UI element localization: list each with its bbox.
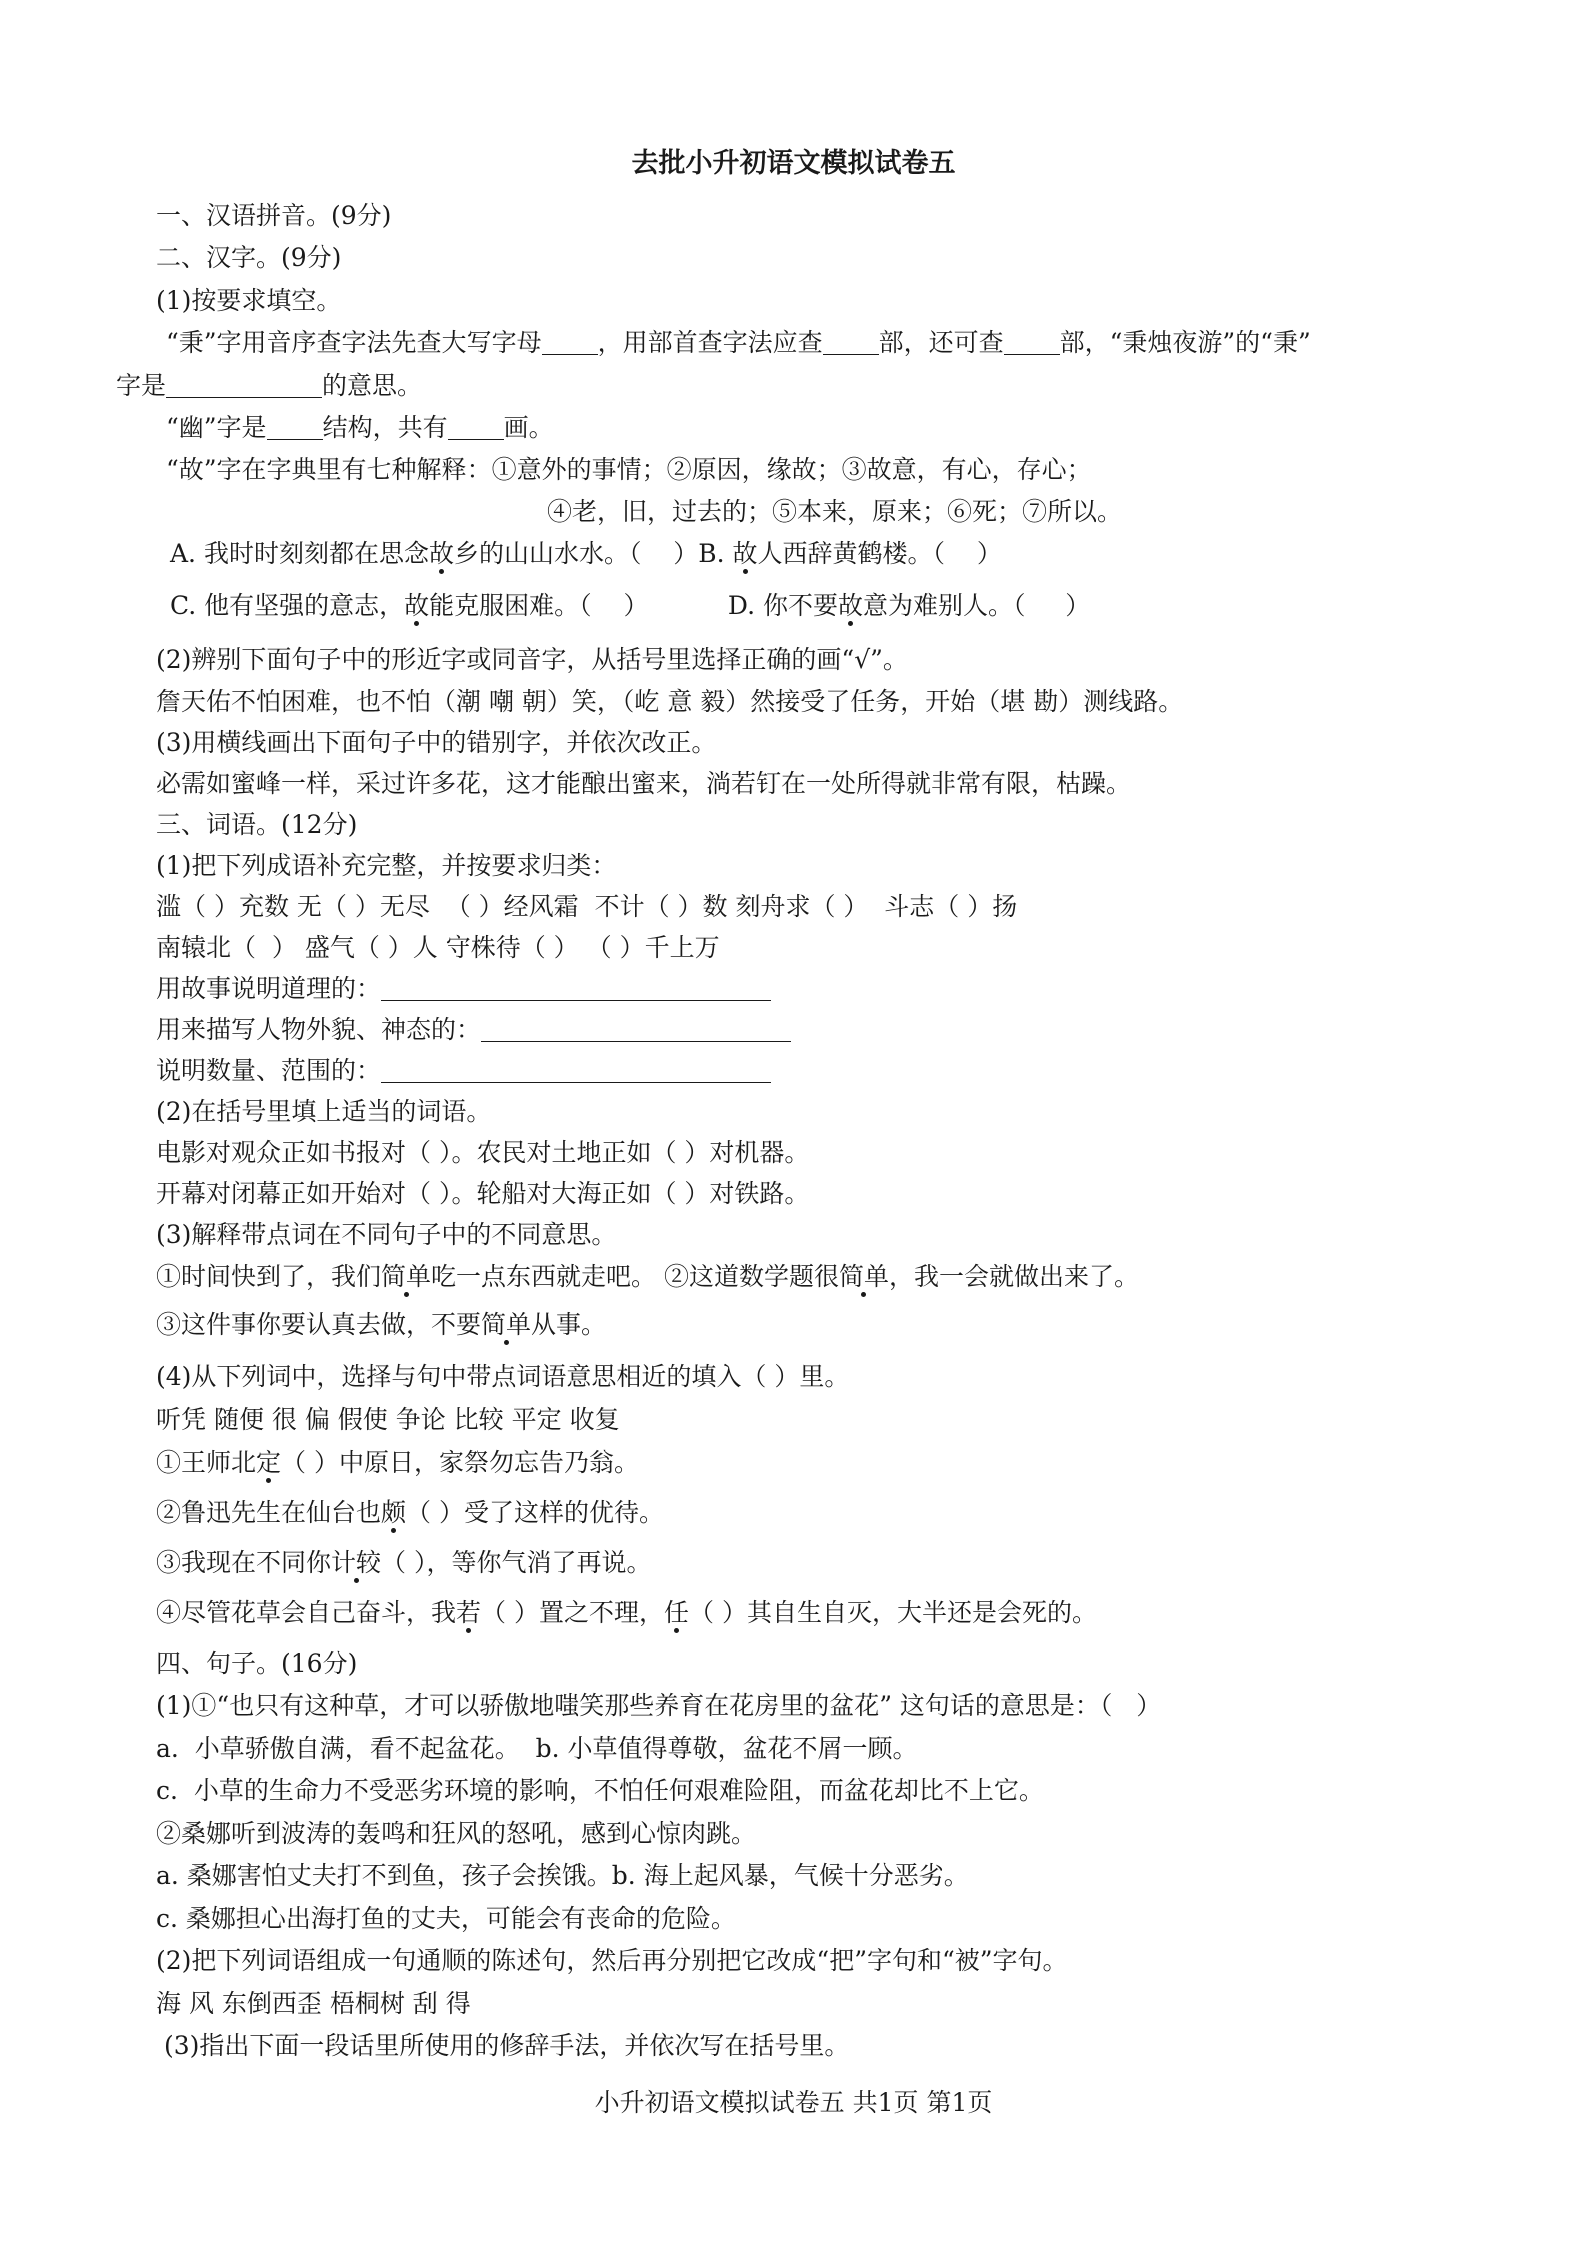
question-2-1-line-3: “幽”字是 结构，共有 画。 xyxy=(166,413,554,442)
question-4-1-2: ②桑娜听到波涛的轰鸣和狂风的怒吼，感到心惊肉跳。 xyxy=(156,1819,757,1848)
answer-blank xyxy=(823,330,879,355)
section-2-heading: 二、汉字。(9分) xyxy=(156,243,342,272)
question-3-3-row-2: ③这件事你要认真去做，不要简单从事。 xyxy=(156,1310,607,1339)
section-4-heading: 四、句子。(16分) xyxy=(156,1649,358,1678)
question-3-2: (2)在括号里填上适当的词语。 xyxy=(156,1097,492,1126)
question-4-3: (3)指出下面一段话里所使用的修辞手法，并依次写在括号里。 xyxy=(156,2031,850,2060)
page-footer: 小升初语文模拟试卷五 共1页 第1页 xyxy=(594,2088,993,2117)
section-1-heading: 一、汉语拼音。(9分) xyxy=(156,201,392,230)
question-2-1-line-1: “秉”字用音序查字法先查大写字母 ，用部首查字法应查 部，还可查 部，“秉烛夜游”的“秉” xyxy=(166,328,1311,357)
analogy-row-1: 电影对观众正如书报对（ ）。农民对土地正如（ ）对机器。 xyxy=(156,1138,810,1167)
question-3-4-sentence-3: ③我现在不同你计较（ ），等你气消了再说。 xyxy=(156,1548,652,1577)
answer-blank xyxy=(481,1017,791,1042)
question-2-1-line-5: ④老，旧，过去的；⑤本来，原来；⑥死；⑦所以。 xyxy=(547,497,1123,526)
answer-blank xyxy=(448,415,504,440)
answer-blank xyxy=(381,1058,771,1083)
question-2-1: (1)按要求填空。 xyxy=(156,286,342,315)
question-2-2-sentence: 詹天佑不怕困难，也不怕（潮 嘲 朝）笑，（屹 意 毅）然接受了任务，开始（堪 勘）测线路。 xyxy=(156,687,1184,716)
question-2-3-sentence: 必需如蜜峰一样，采过许多花，这才能酿出蜜来，淌若钉在一处所得就非常有限，枯躁。 xyxy=(156,769,1132,798)
category-appearance: 用来描写人物外貌、神态的： xyxy=(156,1013,791,1047)
question-3-3-row-1: ①时间快到了，我们简单吃一点东西就走吧。 ②这道数学题很简单，我一会就做出来了。 xyxy=(156,1262,1140,1291)
exam-title: 去批小升初语文模拟试卷五 xyxy=(631,148,956,179)
question-3-4-sentence-2: ②鲁迅先生在仙台也颇（ ）受了这样的优待。 xyxy=(156,1498,664,1527)
question-4-2-words: 海 风 东倒西歪 梧桐树 刮 得 xyxy=(156,1989,471,2018)
analogy-row-2: 开幕对闭幕正如开始对（ ）。轮船对大海正如（ ）对铁路。 xyxy=(156,1179,810,1208)
question-2-3: (3)用横线画出下面句子中的错别字，并依次改正。 xyxy=(156,728,717,757)
answer-blank xyxy=(1004,330,1060,355)
section-3-heading: 三、词语。(12分) xyxy=(156,810,358,839)
question-4-1: (1)①“也只有这种草，才可以骄傲地嗤笑那些养育在花房里的盆花” 这句话的意思是：（ ） xyxy=(156,1691,1162,1720)
option-c-d: C. 他有坚强的意志，故能克服困难。（ ） D. 你不要故意为难别人。（ ） xyxy=(170,591,1091,620)
idiom-row-2: 南辕北（ ） 盛气（ ）人 守株待（ ） （ ）千上万 xyxy=(156,933,720,962)
question-3-4: (4)从下列词中，选择与句中带点词语意思相近的填入（ ）里。 xyxy=(156,1362,850,1391)
answer-blank xyxy=(267,415,323,440)
question-3-4-sentence-4: ④尽管花草会自己奋斗，我若（ ）置之不理，任（ ）其自生自灭，大半还是会死的。 xyxy=(156,1598,1097,1627)
category-quantity: 说明数量、范围的： xyxy=(156,1054,771,1088)
question-3-4-sentence-1: ①王师北定（ ）中原日，家祭勿忘告乃翁。 xyxy=(156,1448,639,1477)
question-2-2: (2)辨别下面句子中的形近字或同音字，从括号里选择正确的画“√”。 xyxy=(156,645,908,674)
option-a-b: A. 我时时刻刻都在思念故乡的山山水水。（ ）B. 故人西辞黄鹤楼。（ ） xyxy=(170,539,1002,568)
question-3-1: (1)把下列成语补充完整，并按要求归类： xyxy=(156,851,617,880)
answer-blank xyxy=(381,976,771,1001)
question-4-1-2-option-c: c. 桑娜担心出海打鱼的丈夫，可能会有丧命的危险。 xyxy=(156,1904,736,1933)
question-4-1-2-options-ab: a. 桑娜害怕丈夫打不到鱼，孩子会挨饿。b. 海上起风暴，气候十分恶劣。 xyxy=(156,1861,969,1890)
word-bank: 听凭 随便 很 偏 假使 争论 比较 平定 收复 xyxy=(156,1405,620,1434)
question-4-1-option-c: c. 小草的生命力不受恶劣环境的影响，不怕任何艰难险阻，而盆花却比不上它。 xyxy=(156,1776,1044,1805)
question-2-1-line-2: 字是 的意思。 xyxy=(116,371,423,400)
question-2-1-line-4: “故”字在字典里有七种解释：①意外的事情；②原因，缘故；③故意，有心，存心； xyxy=(166,455,1092,484)
question-4-2: (2)把下列词语组成一句通顺的陈述句，然后再分别把它改成“把”字句和“被”字句。 xyxy=(156,1946,1068,1975)
idiom-row-1: 滥（ ）充数 无（ ）无尽 （ ）经风霜 不计（ ）数 刻舟求（ ） 斗志（ ）扬 xyxy=(156,892,1018,921)
answer-blank xyxy=(542,330,598,355)
question-4-1-options-ab: a. 小草骄傲自满，看不起盆花。 b. 小草值得尊敬，盆花不屑一顾。 xyxy=(156,1734,918,1763)
category-story: 用故事说明道理的： xyxy=(156,972,771,1006)
question-3-3: (3)解释带点词在不同句子中的不同意思。 xyxy=(156,1220,617,1249)
answer-blank xyxy=(166,373,322,398)
